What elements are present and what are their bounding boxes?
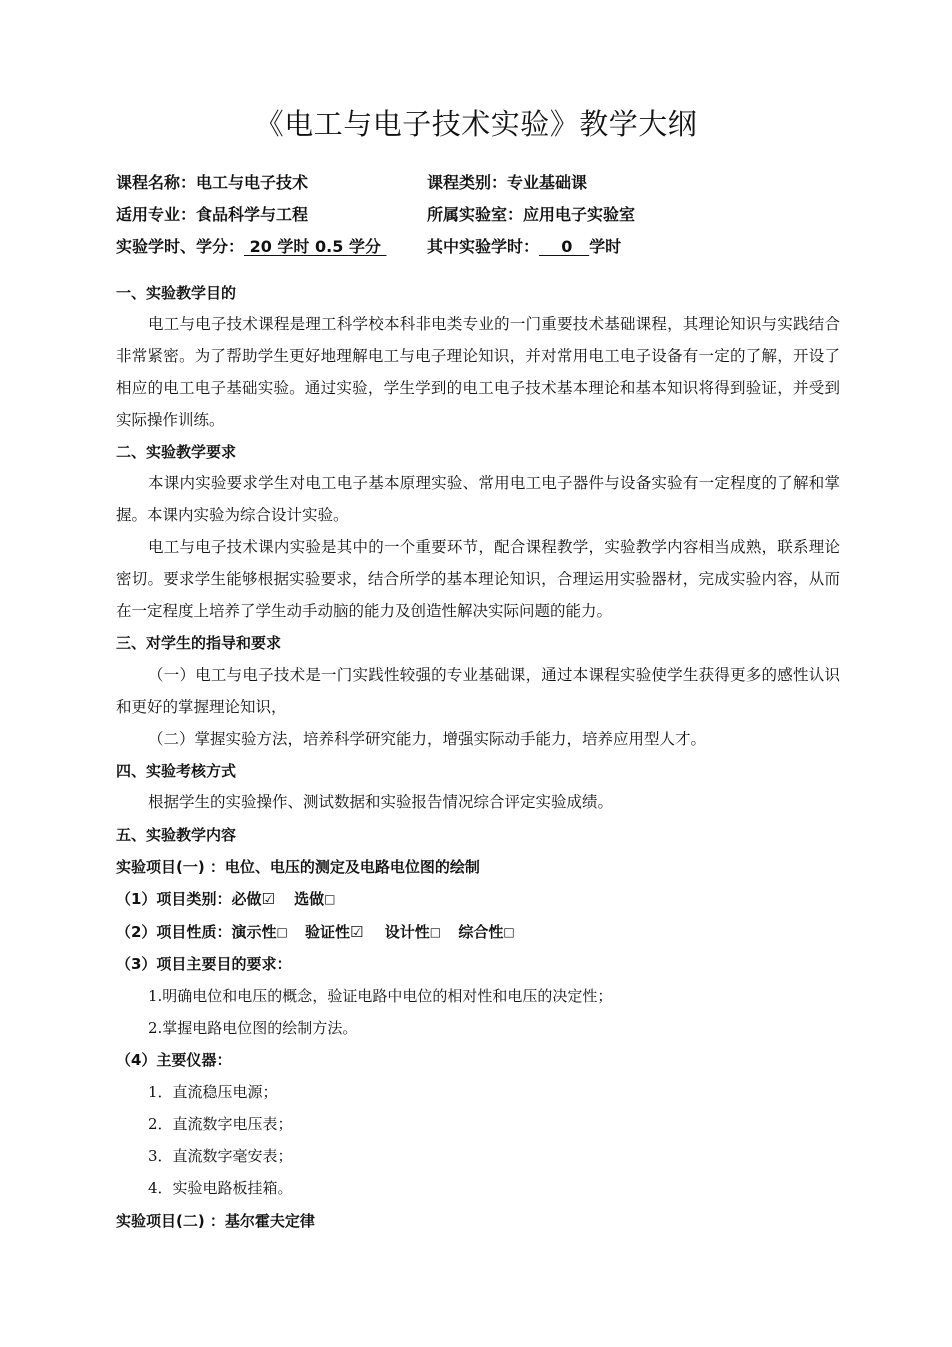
instruments-label: （4）主要仪器：	[116, 1051, 232, 1069]
laboratory: 所属实验室：应用电子实验室	[427, 205, 636, 224]
section-1-heading: 一、实验教学目的	[116, 284, 237, 302]
course-name: 课程名称：电工与电子技术	[116, 173, 309, 192]
applicable-major: 适用专业：食品科学与工程	[116, 205, 309, 224]
project-type-label: （1）项目类别：必做	[116, 890, 262, 908]
section-4-heading: 四、实验考核方式	[116, 762, 237, 780]
section-2-paragraph-2: 电工与电子技术课内实验是其中的一个重要环节，配合课程教学，实验教学内容相当成熟，联系理论密切。要求学生能够根据实验要求，结合所学的基本理论知识，合理运用实验器材，完成实验内容，从而在一定程度上培养了学生动手动脑的能力及创造性解决实际问题的能力。	[116, 538, 840, 620]
hours-label: 实验学时、学分：	[116, 237, 245, 256]
project-1-type	[116, 888, 336, 910]
project-2-title: 实验项目(二) ：基尔霍夫定律	[116, 1212, 315, 1230]
instrument-item-1: 1．直流稳压电源；	[148, 1083, 278, 1101]
purpose-item-1: 1.明确电位和电压的概念，验证电路中电位的相对性和电压的决定性；	[148, 987, 613, 1005]
comprehensive-label: 综合性	[458, 923, 504, 941]
section-3-paragraph-1: （一）电工与电子技术是一门实践性较强的专业基础课，通过本课程实验使学生获得更多的感性认识和更好的掌握理论知识，	[116, 666, 840, 716]
section-4-paragraph: 根据学生的实验操作、测试数据和实验报告情况综合评定实验成绩。	[148, 793, 614, 811]
section-3-paragraph-2: （二）掌握实验方法，培养科学研究能力，增强实际动手能力，培养应用型人才。	[148, 730, 707, 748]
purpose-item-2: 2.掌握电路电位图的绘制方法。	[148, 1019, 358, 1037]
verify-label: 验证性	[305, 923, 351, 941]
hours-value: 20 学时 0.5 学分	[244, 237, 387, 256]
optional-unchecked-icon: □	[324, 892, 336, 906]
comprehensive-unchecked-icon: □	[503, 925, 515, 939]
design-unchecked-icon: □	[429, 925, 442, 939]
section-2-paragraph-1: 本课内实验要求学生对电工电子基本原理实验、常用电工电子器件与设备实验有一定程度的了解和掌握。本课内实验为综合设计实验。	[116, 474, 840, 524]
nature-label: （2）项目性质：演示性	[116, 923, 277, 941]
optional-label: 选做	[294, 890, 325, 908]
info-row-3	[116, 236, 622, 258]
lab-hours-unit: 学时	[589, 237, 622, 256]
project-1-nature	[116, 921, 515, 943]
document-title: 《电工与电子技术实验》教学大纲	[254, 107, 698, 141]
section-3-heading: 三、对学生的指导和要求	[116, 634, 282, 652]
lab-hours-label: 其中实验学时：	[427, 237, 540, 256]
section-5-heading: 五、实验教学内容	[116, 826, 237, 844]
project-1-title: 实验项目(一) ：电位、电压的测定及电路电位图的绘制	[116, 858, 480, 876]
instrument-item-2: 2．直流数字电压表；	[148, 1115, 293, 1133]
info-row-2	[116, 204, 636, 226]
verify-checked-icon: ☑	[350, 923, 364, 941]
project-1-purpose-label: （3）项目主要目的要求：	[116, 955, 292, 973]
info-row-1	[116, 172, 588, 194]
design-label: 设计性	[384, 923, 430, 941]
instrument-item-4: 4．实验电路板挂箱。	[148, 1179, 293, 1197]
lab-hours-value: 0	[539, 237, 590, 256]
required-checked-icon: ☑	[261, 890, 275, 908]
course-type: 课程类别：专业基础课	[427, 173, 588, 192]
section-2-heading: 二、实验教学要求	[116, 443, 237, 461]
instrument-item-3: 3．直流数字毫安表；	[148, 1147, 293, 1165]
section-1-paragraph: 电工与电子技术课程是理工科学校本科非电类专业的一门重要技术基础课程，其理论知识与实践结合非常紧密。为了帮助学生更好地理解电工与电子理论知识，并对常用电工电子设备有一定的了解，开设了相应的电工电子基础实验。通过实验，学生学到的电工电子技术基本理论和基本知识将得到验证，并受到实际操作训练。	[116, 315, 840, 429]
lab-hours	[427, 236, 621, 258]
demo-unchecked-icon: □	[276, 925, 288, 939]
